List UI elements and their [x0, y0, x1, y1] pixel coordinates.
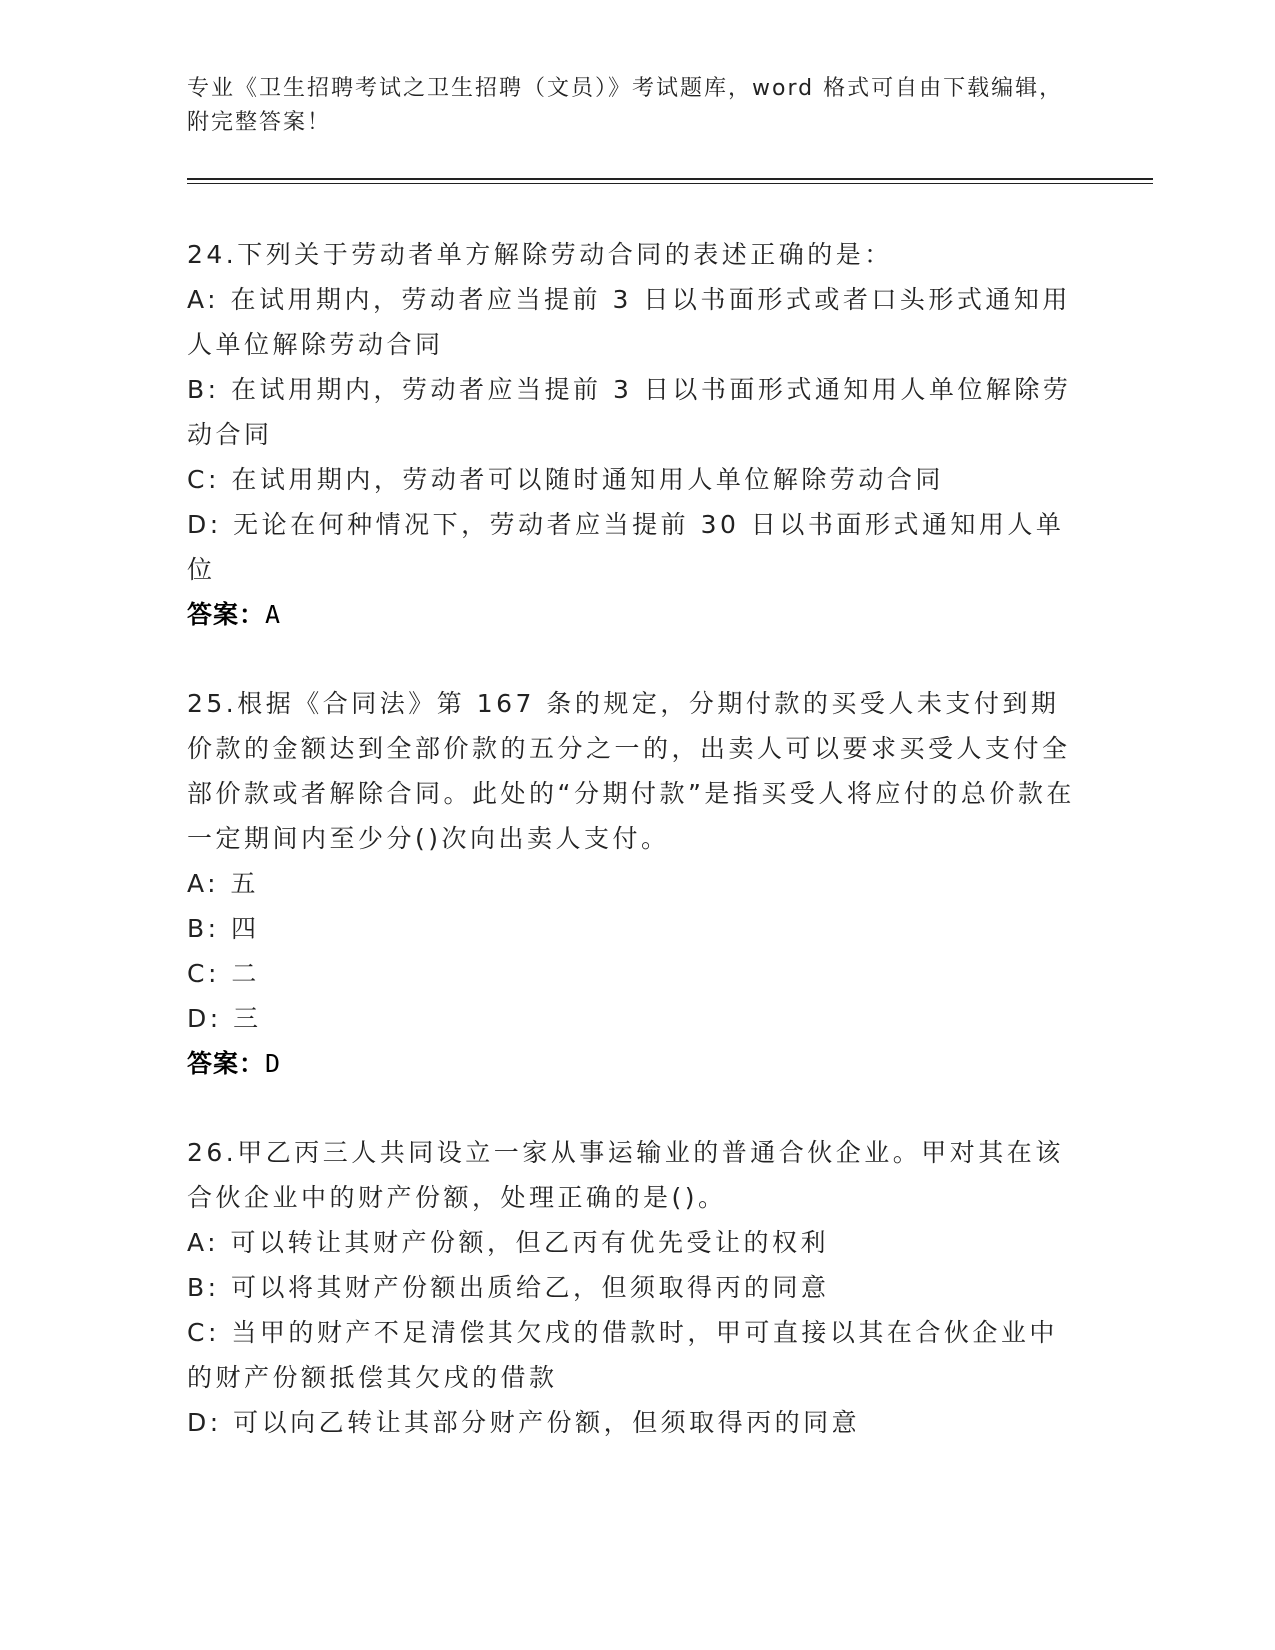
option-b: B: 在试用期内，劳动者应当提前 3 日以书面形式通知用人单位解除劳动合同: [187, 375, 1072, 449]
answer-value: D: [265, 1049, 282, 1078]
answer-label: 答案：: [187, 1049, 266, 1078]
question-stem: 26.甲乙丙三人共同设立一家从事运输业的普通合伙企业。甲对其在该合伙企业中的财产份额，处理正确的是()。: [187, 1138, 1064, 1212]
option-a: A: 五: [187, 869, 260, 898]
header-divider: [187, 178, 1153, 180]
question-25: [187, 681, 1077, 1086]
document-header: 专业《卫生招聘考试之卫生招聘（文员）》考试题库，word 格式可自由下载编辑，附完整答案！: [187, 76, 1064, 135]
answer-line: [187, 1041, 1077, 1086]
question-26: [187, 1130, 1077, 1445]
option-c: C: 二: [187, 959, 260, 988]
header-divider-thin: [187, 183, 1153, 184]
answer-value: A: [265, 600, 282, 629]
option-a: A: 在试用期内，劳动者应当提前 3 日以书面形式或者口头形式通知用人单位解除劳动合同: [187, 285, 1071, 359]
question-list: [187, 232, 1077, 1489]
option-c: C: 在试用期内，劳动者可以随时通知用人单位解除劳动合同: [187, 465, 944, 494]
option-d: D: 三: [187, 1004, 262, 1033]
question-24: [187, 232, 1077, 637]
option-a: A: 可以转让其财产份额，但乙丙有优先受让的权利: [187, 1228, 830, 1257]
option-b: B: 四: [187, 914, 260, 943]
question-stem: 25.根据《合同法》第 167 条的规定，分期付款的买受人未支付到期价款的金额达到全部价款的五分之一的，出卖人可以要求买受人支付全部价款或者解除合同。此处的“分期付款”是指买受人将应付的总价款在一定期间内至少分()次向出卖人支付。: [187, 689, 1075, 853]
question-stem: 24.下列关于劳动者单方解除劳动合同的表述正确的是：: [187, 240, 893, 269]
option-b: B: 可以将其财产份额出质给乙，但须取得丙的同意: [187, 1273, 830, 1302]
option-d: D: 无论在何种情况下，劳动者应当提前 30 日以书面形式通知用人单位: [187, 510, 1065, 584]
answer-label: 答案：: [187, 600, 266, 629]
answer-line: [187, 592, 1077, 637]
option-d: D: 可以向乙转让其部分财产份额，但须取得丙的同意: [187, 1408, 861, 1437]
option-c: C: 当甲的财产不足清偿其欠戌的借款时，甲可直接以其在合伙企业中的财产份额抵偿其欠戌的借款: [187, 1318, 1058, 1392]
